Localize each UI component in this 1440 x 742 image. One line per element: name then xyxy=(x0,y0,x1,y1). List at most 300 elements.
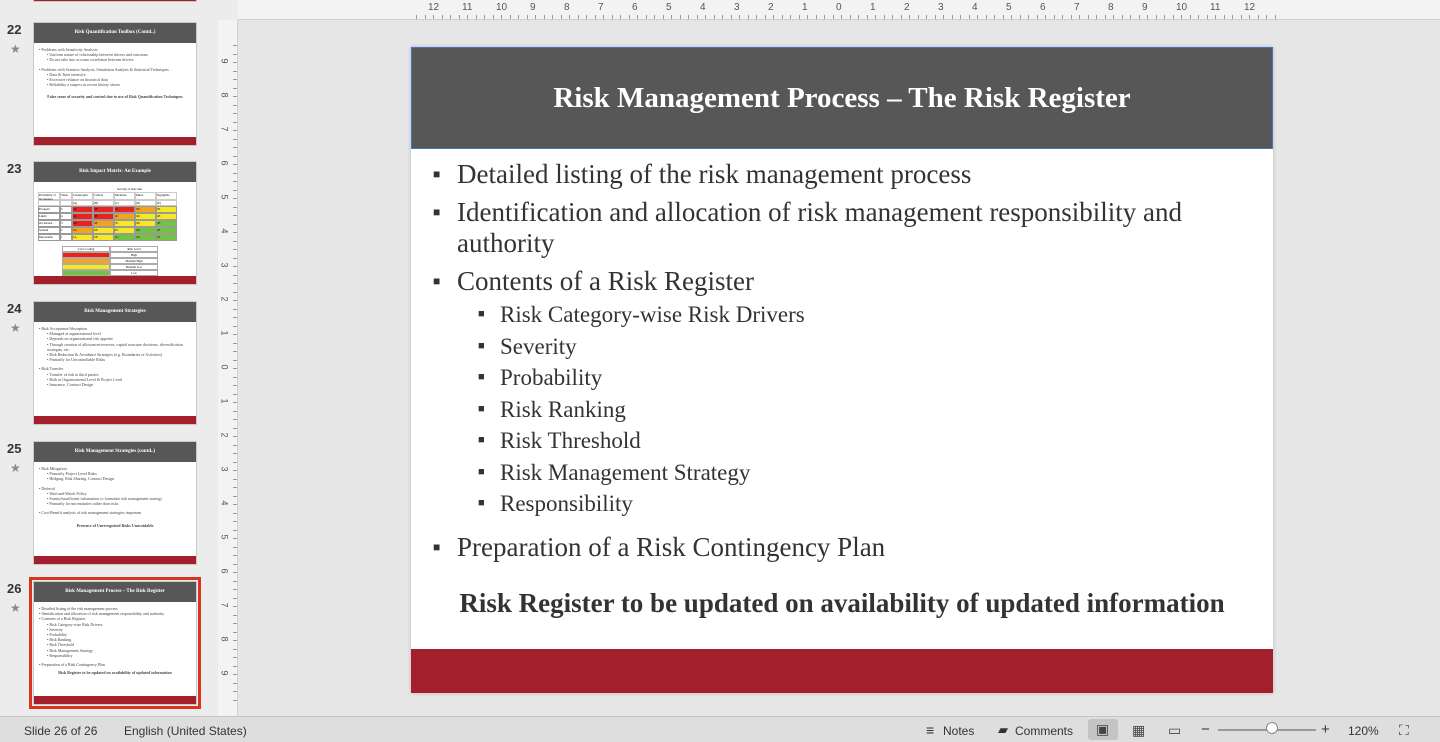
ruler-tick xyxy=(233,445,237,446)
ruler-label: 8 xyxy=(564,2,570,13)
thumbnail-line: • Insurance, Contract Design xyxy=(47,382,94,388)
sub-bullet-item: ■ Risk Ranking xyxy=(433,394,1253,426)
ruler-tick xyxy=(233,547,237,548)
ruler-tick xyxy=(773,15,774,19)
matrix-cell: 1B xyxy=(93,234,114,241)
ruler-tick xyxy=(233,266,237,267)
ruler-tick xyxy=(233,215,237,216)
ruler-tick xyxy=(1249,15,1250,19)
ruler-tick xyxy=(233,105,237,106)
matrix-header-cell: (C) xyxy=(114,200,135,206)
slide-thumbnail-23[interactable] xyxy=(33,161,197,285)
ruler-tick xyxy=(518,15,519,19)
ruler-tick xyxy=(909,15,910,19)
ruler-tick xyxy=(233,657,237,658)
ruler-tick xyxy=(1122,15,1123,19)
thumbnail-row-26[interactable] xyxy=(0,581,218,707)
ruler-tick xyxy=(1207,15,1208,19)
ruler-tick xyxy=(663,15,664,19)
zoom-in-button[interactable]: + xyxy=(1321,721,1330,738)
thumbnail-title: Risk Management Strategies (contd..) xyxy=(34,442,196,462)
ruler-tick xyxy=(1003,15,1004,19)
ruler-label: 5 xyxy=(219,534,230,540)
ruler-tick xyxy=(790,15,791,19)
ruler-tick xyxy=(1130,15,1131,19)
ruler-tick xyxy=(233,130,237,131)
ruler-tick xyxy=(1096,15,1097,19)
ruler-tick xyxy=(233,666,237,667)
ruler-label: 12 xyxy=(428,2,440,13)
ruler-label: 5 xyxy=(219,194,230,200)
ruler-tick xyxy=(233,538,237,539)
ruler-tick xyxy=(595,15,596,19)
matrix-cell: 1C xyxy=(114,234,135,241)
ruler-tick xyxy=(233,343,237,344)
ruler-tick xyxy=(233,368,237,369)
thumbnail-line: • Problems with Scenario Analysis, Simulation Analysis & Statistical Techniques xyxy=(39,66,169,72)
slide-thumbnail-24[interactable] xyxy=(33,301,197,425)
ruler-tick xyxy=(1062,15,1063,19)
ruler-tick xyxy=(233,521,237,522)
thumbnail-row-25[interactable] xyxy=(0,441,218,567)
matrix-cell: 5E xyxy=(156,206,177,213)
matrix-header-cell: Moderate xyxy=(114,192,135,200)
ruler-tick xyxy=(739,15,740,19)
thumbnail-line: • Identification and allocation of risk management responsibility and authority xyxy=(39,611,165,617)
ruler-tick xyxy=(233,164,237,165)
ruler-tick xyxy=(1215,15,1216,19)
ruler-tick xyxy=(233,241,237,242)
ruler-tick xyxy=(637,15,638,19)
matrix-cell: 5D xyxy=(135,206,156,213)
thumbnail-line: • Probability xyxy=(47,632,68,638)
thumbnail-line: • Responsibility xyxy=(47,652,73,658)
sub-bullet-item: ■ Risk Management Strategy xyxy=(433,457,1253,489)
ruler-tick xyxy=(816,15,817,19)
ruler-tick xyxy=(233,487,237,488)
ruler-tick xyxy=(799,15,800,19)
thumbnail-line: • Detailed listing of the risk management process xyxy=(39,606,118,611)
ruler-tick xyxy=(233,615,237,616)
ruler-label: 3 xyxy=(938,2,944,13)
thumbnail-line: • Managed at organizational level xyxy=(47,331,101,337)
ruler-label: 10 xyxy=(496,2,508,13)
ruler-tick xyxy=(233,513,237,514)
thumbnail-line: • Risk Reduction & Avoidance Strategies (e.g. Boundaries of Activities) xyxy=(47,352,163,358)
ruler-tick xyxy=(233,283,237,284)
ruler-tick xyxy=(561,15,562,19)
ruler-label: 1 xyxy=(219,398,230,404)
ruler-label: 7 xyxy=(219,602,230,608)
ruler-label: 0 xyxy=(836,2,842,13)
ruler-tick xyxy=(233,402,237,403)
horizontal-ruler[interactable] xyxy=(238,0,1440,20)
ruler-tick xyxy=(680,15,681,19)
bullet-item: ■ Contents of a Risk Register xyxy=(433,266,1253,297)
ruler-tick xyxy=(620,15,621,19)
ruler-tick xyxy=(1173,15,1174,19)
matrix-cell: 5B xyxy=(93,206,114,213)
ruler-tick xyxy=(1241,15,1242,19)
matrix-cell: 2A xyxy=(72,227,93,234)
ruler-tick xyxy=(233,428,237,429)
ruler-tick xyxy=(442,15,443,19)
reading-view-icon[interactable]: ▭ xyxy=(1168,722,1182,738)
ruler-tick xyxy=(233,232,237,233)
ruler-label: 4 xyxy=(219,500,230,506)
matrix-cell: 5C xyxy=(114,206,135,213)
matrix-cell: 3B xyxy=(93,220,114,227)
slide-emphasis-text[interactable]: Risk Register to be updated on availability of updated information xyxy=(459,588,1225,618)
matrix-cell: 1A xyxy=(72,234,93,241)
matrix-header-cell: Critical xyxy=(93,192,114,200)
ruler-label: 8 xyxy=(219,636,230,642)
slide-thumbnail-22[interactable] xyxy=(33,22,197,146)
ruler-tick xyxy=(969,15,970,19)
ruler-tick xyxy=(544,15,545,19)
thumbnail-line: • Uniform nature of relationship between drivers and outcomes xyxy=(47,52,148,58)
ruler-label: 9 xyxy=(219,58,230,64)
ruler-tick xyxy=(841,15,842,19)
ruler-tick xyxy=(233,632,237,633)
ruler-tick xyxy=(1232,15,1233,19)
ruler-tick xyxy=(233,496,237,497)
ruler-tick xyxy=(654,15,655,19)
thumbnail-line: • Wait-and-Watch Policy xyxy=(47,490,87,496)
ruler-tick xyxy=(1266,15,1267,19)
ruler-tick xyxy=(233,96,237,97)
ruler-tick xyxy=(1258,15,1259,19)
ruler-tick xyxy=(510,15,511,19)
matrix-header-cell: (B) xyxy=(93,200,114,206)
matrix-header-cell: Value xyxy=(60,192,72,200)
ruler-tick xyxy=(1054,15,1055,19)
ruler-tick xyxy=(1045,15,1046,19)
thumbnail-line: • Risk Category-wise Risk Drivers xyxy=(47,621,103,627)
thumbnail-line: • Both at Organizational Level & Project Level xyxy=(47,376,123,382)
thumbnail-line: • Hedging, Risk Sharing, Contract Design xyxy=(47,476,115,482)
ruler-tick xyxy=(765,15,766,19)
bullet-item: ■ Preparation of a Risk Contingency Plan xyxy=(433,532,1253,563)
matrix-header-cell: Negligible xyxy=(156,192,177,200)
thumbnail-line: • Reliability a suspect as recent history shows xyxy=(47,82,121,88)
ruler-tick xyxy=(233,581,237,582)
slide-editing-canvas[interactable] xyxy=(245,26,1440,716)
slide-content-box[interactable] xyxy=(433,159,1253,570)
ruler-tick xyxy=(233,139,237,140)
sub-bullet-item: ■ Risk Threshold xyxy=(433,425,1253,457)
matrix-cell: 2E xyxy=(156,227,177,234)
risk-matrix-thumbnail xyxy=(38,186,177,241)
thumbnail-line: • Preparation of a Risk Contingency Plan xyxy=(39,662,105,668)
ruler-tick xyxy=(858,15,859,19)
ruler-tick xyxy=(233,351,237,352)
matrix-cell: 2B xyxy=(93,227,114,234)
zoom-out-button[interactable]: − xyxy=(1201,721,1210,738)
ruler-label: 2 xyxy=(219,296,230,302)
legend-label: Low xyxy=(110,270,158,276)
ruler-tick xyxy=(960,15,961,19)
ruler-tick xyxy=(705,15,706,19)
ruler-tick xyxy=(1147,15,1148,19)
ruler-tick xyxy=(233,572,237,573)
matrix-row-label: Likely xyxy=(38,213,60,220)
ruler-tick xyxy=(952,15,953,19)
slide-thumbnail-26[interactable] xyxy=(33,581,197,705)
ruler-tick xyxy=(233,249,237,250)
ruler-label: 10 xyxy=(1176,2,1188,13)
ruler-tick xyxy=(629,15,630,19)
status-bar xyxy=(0,716,1440,742)
ruler-label: 11 xyxy=(1210,2,1221,13)
matrix-cell: 5A xyxy=(72,206,93,213)
slide-footer-bar xyxy=(411,649,1273,693)
sub-bullet-item: ■ Severity xyxy=(433,331,1253,363)
matrix-row-label: Seldom xyxy=(38,227,60,234)
ruler-tick xyxy=(748,15,749,19)
thumbnail-line: • Risk Management Strategy xyxy=(47,647,93,653)
ruler-tick xyxy=(233,275,237,276)
ruler-tick xyxy=(233,589,237,590)
thumbnail-line: • Risk Mitigation xyxy=(39,466,67,471)
thumbnail-line: • Do not take into account correlation between drivers xyxy=(47,57,134,63)
ruler-tick xyxy=(233,309,237,310)
legend-label: Medium High xyxy=(110,258,158,264)
ruler-tick xyxy=(484,15,485,19)
ruler-label: 5 xyxy=(666,2,672,13)
ruler-tick xyxy=(901,15,902,19)
ruler-tick xyxy=(722,15,723,19)
ruler-label: 6 xyxy=(219,160,230,166)
ruler-tick xyxy=(756,15,757,19)
ruler-tick xyxy=(850,15,851,19)
matrix-cell: 3D xyxy=(135,220,156,227)
thumbnail-row-23[interactable] xyxy=(0,161,218,287)
ruler-tick xyxy=(233,79,237,80)
matrix-row-label: Occasional xyxy=(38,220,60,227)
ruler-tick xyxy=(1139,15,1140,19)
matrix-row-value: 2 xyxy=(60,227,72,234)
star-icon: ★ xyxy=(10,601,21,615)
ruler-tick xyxy=(1156,15,1157,19)
thumbnail-line: • Risk Ranking xyxy=(47,637,72,643)
zoom-level[interactable]: 120% xyxy=(1348,724,1379,738)
ruler-tick xyxy=(1028,15,1029,19)
ruler-tick xyxy=(612,15,613,19)
ruler-tick xyxy=(884,15,885,19)
matrix-cell: 4E xyxy=(156,213,177,220)
matrix-row-value: 1 xyxy=(60,234,72,241)
ruler-label: 9 xyxy=(530,2,536,13)
ruler-tick xyxy=(994,15,995,19)
ruler-tick xyxy=(233,623,237,624)
ruler-tick xyxy=(833,15,834,19)
ruler-tick xyxy=(233,479,237,480)
legend-header-cell: Risk Level xyxy=(110,246,158,252)
ruler-tick xyxy=(867,15,868,19)
slide-sorter-icon[interactable]: ▦ xyxy=(1132,722,1146,738)
ruler-tick xyxy=(233,258,237,259)
slide-number: 23 xyxy=(7,161,22,176)
ruler-tick xyxy=(688,15,689,19)
ruler-tick xyxy=(731,15,732,19)
thumbnail-body xyxy=(39,606,191,675)
ruler-tick xyxy=(233,71,237,72)
ruler-tick xyxy=(1037,15,1038,19)
ruler-tick xyxy=(233,207,237,208)
ruler-tick xyxy=(233,453,237,454)
notes-icon[interactable]: ≡ xyxy=(926,722,935,738)
matrix-row-label: Frequent xyxy=(38,206,60,213)
ruler-tick xyxy=(1190,15,1191,19)
ruler-label: 2 xyxy=(904,2,910,13)
language-indicator[interactable]: English (United States) xyxy=(124,724,247,738)
ruler-tick xyxy=(1198,15,1199,19)
thumbnail-body xyxy=(39,466,191,528)
ruler-label: 7 xyxy=(219,126,230,132)
thumbnail-title: Risk Quantification Toolbox (Contd..) xyxy=(34,23,196,43)
ruler-tick xyxy=(233,385,237,386)
vertical-ruler[interactable] xyxy=(218,20,238,716)
ruler-tick xyxy=(416,15,417,19)
comments-button[interactable]: Comments xyxy=(1015,724,1074,738)
ruler-tick xyxy=(1071,15,1072,19)
slide-thumbnail-21[interactable] xyxy=(33,0,197,2)
ruler-label: 1 xyxy=(802,2,808,13)
ruler-label: 3 xyxy=(219,466,230,472)
ruler-tick xyxy=(935,15,936,19)
ruler-tick xyxy=(433,15,434,19)
bullet-item: ■ Detailed listing of the risk management process xyxy=(433,159,1253,190)
ruler-label: 0 xyxy=(219,364,230,370)
thumbnail-row-22[interactable] xyxy=(0,22,218,148)
ruler-label: 12 xyxy=(1244,2,1256,13)
thumbnail-line: • Problems with Sensitivity Analysis xyxy=(39,47,98,52)
ruler-tick xyxy=(1164,15,1165,19)
slide-counter: Slide 26 of 26 xyxy=(24,724,98,738)
matrix-header-cell: Catastrophic xyxy=(72,192,93,200)
thumbnail-line: • Cost-Benefit analysis of risk management strategies important xyxy=(39,510,142,516)
matrix-outcome-header: Severity of Outcome xyxy=(117,187,142,191)
ruler-tick xyxy=(233,691,237,692)
current-slide[interactable] xyxy=(411,47,1273,693)
ruler-label: 2 xyxy=(219,432,230,438)
thumbnail-line: • Contents of a Risk Register xyxy=(39,616,86,622)
slide-number: 24 xyxy=(7,301,22,316)
ruler-tick xyxy=(646,15,647,19)
ruler-tick xyxy=(233,419,237,420)
matrix-row-value: 5 xyxy=(60,206,72,213)
ruler-label: 4 xyxy=(219,228,230,234)
ruler-tick xyxy=(233,300,237,301)
slide-title-box[interactable] xyxy=(411,47,1273,149)
ruler-label: 1 xyxy=(219,330,230,336)
notes-button[interactable]: Notes xyxy=(943,724,975,738)
matrix-header-cell: Probability of Occurrence xyxy=(38,192,60,200)
ruler-tick xyxy=(233,674,237,675)
thumbnail-line: • Primarily for uncertainties rather than risks xyxy=(47,501,119,507)
ruler-tick xyxy=(603,15,604,19)
ruler-label: 6 xyxy=(219,568,230,574)
ruler-tick xyxy=(233,156,237,157)
slide-number: 26 xyxy=(7,581,22,596)
fit-to-window-icon[interactable]: ⛶ xyxy=(1399,722,1409,738)
ruler-label: 3 xyxy=(219,262,230,268)
thumbnail-title: Risk Management Process – The Risk Register xyxy=(34,582,196,602)
ruler-tick xyxy=(233,530,237,531)
thumbnail-line: • Severity xyxy=(47,626,63,632)
thumbnail-row-24[interactable] xyxy=(0,301,218,427)
star-icon: ★ xyxy=(10,321,21,335)
ruler-tick xyxy=(233,700,237,701)
ruler-tick xyxy=(569,15,570,19)
ruler-tick xyxy=(425,15,426,19)
slide-thumbnail-panel[interactable] xyxy=(0,0,218,716)
matrix-cell: 3C xyxy=(114,220,135,227)
legend-header-cell: Color Coding xyxy=(62,246,110,252)
ruler-tick xyxy=(1088,15,1089,19)
matrix-cell: 3E xyxy=(156,220,177,227)
thumbnail-body xyxy=(39,47,191,100)
matrix-cell: 4B xyxy=(93,213,114,220)
ruler-tick xyxy=(1020,15,1021,19)
ruler-tick xyxy=(233,555,237,556)
slide-thumbnail-25[interactable] xyxy=(33,441,197,565)
ruler-tick xyxy=(977,15,978,19)
ruler-label: 6 xyxy=(1040,2,1046,13)
ruler-label: 7 xyxy=(1074,2,1080,13)
thumbnail-title: Risk Impact Matrix- An Example xyxy=(34,162,196,182)
slide-number: 22 xyxy=(7,22,22,37)
ruler-label: 5 xyxy=(1006,2,1012,13)
matrix-cell: 3A xyxy=(72,220,93,227)
normal-view-icon: ▣ xyxy=(1096,721,1110,737)
ruler-tick xyxy=(476,15,477,19)
thumbnail-line: • Data & Time intensive xyxy=(47,71,86,77)
star-icon: ★ xyxy=(10,461,21,475)
matrix-cell: 4A xyxy=(72,213,93,220)
comments-icon[interactable]: ▰ xyxy=(998,722,1008,737)
ruler-tick xyxy=(459,15,460,19)
ruler-tick xyxy=(493,15,494,19)
ruler-tick xyxy=(918,15,919,19)
ruler-tick xyxy=(552,15,553,19)
thumbnail-line: • Depends on organizational risk appetite xyxy=(47,336,113,342)
ruler-tick xyxy=(1105,15,1106,19)
legend-label: High xyxy=(110,252,158,258)
ruler-tick xyxy=(714,15,715,19)
legend-label: Medium Low xyxy=(110,264,158,270)
ruler-label: 3 xyxy=(734,2,740,13)
normal-view-button[interactable] xyxy=(1088,719,1118,740)
bullet-item: ■ Identification and allocation of risk management responsibility and authority xyxy=(433,197,1253,259)
ruler-tick xyxy=(875,15,876,19)
ruler-tick xyxy=(501,15,502,19)
zoom-slider-handle[interactable] xyxy=(1266,722,1278,734)
ruler-tick xyxy=(1079,15,1080,19)
ruler-tick xyxy=(233,598,237,599)
matrix-header-cell: (A) xyxy=(72,200,93,206)
ruler-tick xyxy=(233,640,237,641)
ruler-tick xyxy=(233,564,237,565)
ruler-label: 9 xyxy=(219,670,230,676)
thumbnail-body xyxy=(39,326,191,387)
ruler-label: 4 xyxy=(700,2,706,13)
ruler-tick xyxy=(671,15,672,19)
ruler-tick xyxy=(233,181,237,182)
ruler-label: 6 xyxy=(632,2,638,13)
ruler-tick xyxy=(578,15,579,19)
